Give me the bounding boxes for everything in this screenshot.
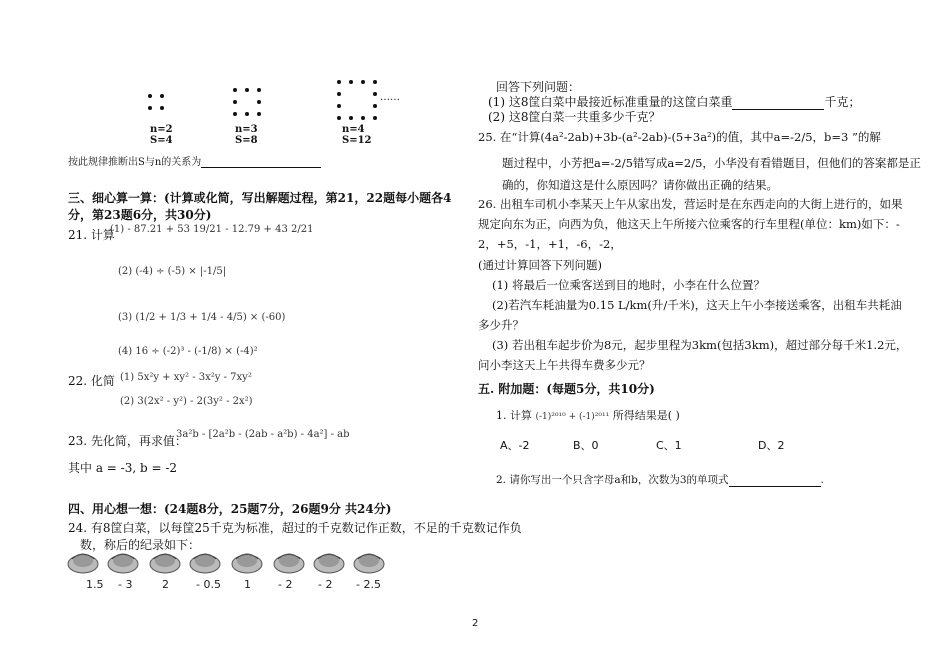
q21-2: (2) (-4) ÷ (-5) × |-1/5| xyxy=(118,266,227,277)
q26-2a: (2)若汽车耗油量为0.15 L/km(升/千米)，这天上午小李接送乘客，出租车共耗油 xyxy=(492,298,902,312)
q21-4: (4) 16 ÷ (-2)³ - (-1/8) × (-4)² xyxy=(118,346,258,357)
cabbage-icon xyxy=(188,549,222,575)
cabbage-value: 2 xyxy=(162,578,169,591)
cabbage-icon xyxy=(66,549,100,575)
q23-where: 其中 a = -3, b = -2 xyxy=(68,461,178,475)
q26-3a: (3) 若出租车起步价为8元，起步里程为3km(包括3km)，超过部分每千米1.2元， xyxy=(492,338,908,352)
cabbage-icon xyxy=(312,549,346,575)
section4-heading: 四、用心想一想：(24题8分，25题7分，26题9分 共24分) xyxy=(68,502,392,516)
answer-questions: 回答下列问题： xyxy=(496,80,581,94)
dot-pattern-figure: …… n=2 S=4 n=3 S=8 n=4 S=12 xyxy=(130,78,430,153)
cabbage-icon xyxy=(230,549,264,575)
q22-label: 22. 化简 xyxy=(68,374,115,388)
pattern-question: 按此规律推断出S与n的关系为 xyxy=(68,153,321,168)
extra-q2: 2. 请你写出一个只含字母a和b，次数为3的单项式 . xyxy=(496,474,824,486)
choice-a: A、-2 xyxy=(500,439,530,452)
extra-q1: 1. 计算 (-1)²⁰¹⁰ + (-1)²⁰¹¹ 所得结果是( ) xyxy=(496,409,680,422)
choice-d: D、2 xyxy=(758,439,785,452)
q24-line2: 数，称后的纪录如下： xyxy=(80,538,201,552)
cabbage-values xyxy=(60,578,400,594)
q25-line3: 确的，你知道这是什么原因吗？请你做出正确的结果。 xyxy=(502,178,778,192)
page-number: 2 xyxy=(472,618,479,629)
q26-line2: 规定向东为正，向西为负，他这天上午所接六位乘客的行车里程(单位：km)如下：- xyxy=(478,217,900,231)
q23-label: 23. 先化简，再求值： xyxy=(68,434,187,448)
q26-line3: 2，+5，-1，+1，-6，-2， xyxy=(478,237,622,251)
section5-heading: 五. 附加题：(每题5分，共10分) xyxy=(478,382,655,396)
cabbage-value: - 0.5 xyxy=(196,578,221,591)
q22-2: (2) 3(2x² - y²) - 2(3y² - 2x²) xyxy=(120,396,253,407)
q24-1: (1) 这8筐白菜中最接近标准重量的这筐白菜重 千克； xyxy=(488,95,861,109)
q21-1: (1) - 87.21 + 53 19/21 - 12.79 + 43 2/21 xyxy=(110,224,314,235)
cabbage-value: - 2.5 xyxy=(356,578,381,591)
cabbage-icon xyxy=(148,549,182,575)
cabbage-value: 1.5 xyxy=(86,578,104,591)
cabbage-value: - 2 xyxy=(318,578,333,591)
q22-1: (1) 5x²y + xy² - 3x²y - 7xy² xyxy=(120,372,252,383)
q24-line1: 24. 有8筐白菜，以每筐25千克为标准，超过的千克数记作正数，不足的千克数记作负 xyxy=(68,521,522,535)
choice-c: C、1 xyxy=(656,439,682,452)
q25-line2: 题过程中，小芳把a=-2/5错写成a=2/5，小华没有看错题目，但他们的答案都是正 xyxy=(502,156,921,170)
cabbage-icon xyxy=(352,549,386,575)
cabbage-value: 1 xyxy=(244,578,251,591)
section3-heading: 三、细心算一算：(计算或化简，写出解题过程，第21，22题每小题各4分，第23题6分，共30分) xyxy=(68,191,452,222)
cabbage-value: - 3 xyxy=(118,578,133,591)
q25-line1: 25. 在“计算(4a²-2ab)+3b-(a²-2ab)-(5+3a²)的值，其中a=-2/5，b=3 ”的解 xyxy=(478,130,881,144)
q21-3: (3) (1/2 + 1/3 + 1/4 - 4/5) × (-60) xyxy=(118,312,286,323)
cabbage-icon xyxy=(106,549,140,575)
q23-expr: 3a²b - [2a²b - (2ab - a²b) - 4a²] - ab xyxy=(176,429,350,440)
q26-line1: 26. 出租车司机小李某天上午从家出发，营运时是在东西走向的大街上进行的，如果 xyxy=(478,197,903,211)
cabbage-icon xyxy=(272,549,306,575)
q24-2: (2) 这8筐白菜一共重多少千克？ xyxy=(488,110,661,124)
q26-2b: 多少升？ xyxy=(478,318,524,332)
cabbage-value: - 2 xyxy=(278,578,293,591)
choice-b: B、0 xyxy=(573,439,599,452)
q26-1: (1) 将最后一位乘客送到目的地时，小李在什么位置？ xyxy=(492,278,765,292)
q21-label: 21. 计算 xyxy=(68,228,115,242)
q26-3b: 问小李这天上午共得车费多少元？ xyxy=(478,358,651,372)
q26-line4: (通过计算回答下列问题) xyxy=(478,258,602,272)
